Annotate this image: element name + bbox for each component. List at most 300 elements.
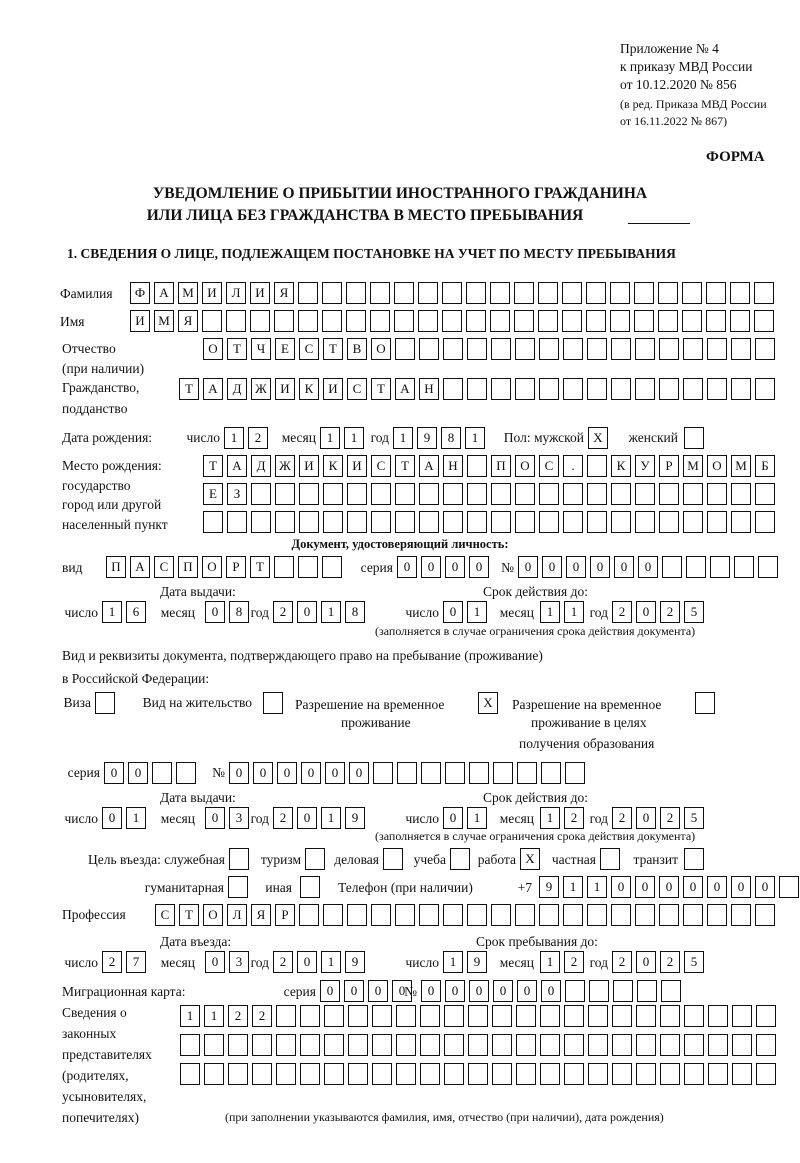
char-cell[interactable]: [635, 338, 655, 360]
char-cell[interactable]: [467, 338, 487, 360]
char-cell[interactable]: 7: [126, 951, 146, 973]
char-cell[interactable]: 1: [180, 1005, 200, 1027]
char-cell[interactable]: 1: [224, 427, 244, 449]
char-cell[interactable]: [372, 1005, 392, 1027]
char-cell[interactable]: 1: [563, 876, 583, 898]
char-cell[interactable]: 0: [517, 980, 537, 1002]
char-cell[interactable]: С: [539, 455, 559, 477]
char-cell[interactable]: И: [250, 282, 270, 304]
char-cell[interactable]: [180, 1063, 200, 1085]
char-cell[interactable]: А: [419, 455, 439, 477]
char-cell[interactable]: Т: [250, 556, 270, 578]
char-cell[interactable]: [755, 378, 775, 400]
char-cell[interactable]: [228, 1063, 248, 1085]
char-cell[interactable]: [658, 282, 678, 304]
char-cell[interactable]: [708, 1034, 728, 1056]
char-cell[interactable]: [347, 483, 367, 505]
char-cell[interactable]: [467, 378, 487, 400]
char-cell[interactable]: [442, 310, 462, 332]
char-cell[interactable]: [323, 904, 343, 926]
char-cell[interactable]: [562, 282, 582, 304]
char-cell[interactable]: 8: [441, 427, 461, 449]
char-cell[interactable]: [683, 511, 703, 533]
char-cell[interactable]: [586, 310, 606, 332]
char-cell[interactable]: 0: [104, 762, 124, 784]
char-cell[interactable]: 2: [612, 951, 632, 973]
char-cell[interactable]: [444, 1063, 464, 1085]
char-cell[interactable]: [370, 310, 390, 332]
char-cell[interactable]: [228, 876, 248, 898]
char-cell[interactable]: [565, 980, 585, 1002]
char-cell[interactable]: 1: [540, 601, 560, 623]
char-cell[interactable]: [634, 282, 654, 304]
char-cell[interactable]: С: [154, 556, 174, 578]
char-cell[interactable]: 0: [445, 556, 465, 578]
char-cell[interactable]: П: [106, 556, 126, 578]
char-cell[interactable]: А: [130, 556, 150, 578]
char-cell[interactable]: [300, 1005, 320, 1027]
char-cell[interactable]: [396, 1034, 416, 1056]
char-cell[interactable]: Я: [178, 310, 198, 332]
char-cell[interactable]: [263, 692, 283, 714]
char-cell[interactable]: А: [203, 378, 223, 400]
char-cell[interactable]: 9: [345, 807, 365, 829]
char-cell[interactable]: [563, 511, 583, 533]
char-cell[interactable]: [467, 904, 487, 926]
char-cell[interactable]: 2: [102, 951, 122, 973]
char-cell[interactable]: 1: [102, 601, 122, 623]
char-cell[interactable]: [684, 1034, 704, 1056]
char-cell[interactable]: [299, 483, 319, 505]
char-cell[interactable]: [420, 1034, 440, 1056]
char-cell[interactable]: [731, 378, 751, 400]
char-cell[interactable]: [539, 904, 559, 926]
char-cell[interactable]: Ж: [275, 455, 295, 477]
char-cell[interactable]: [635, 378, 655, 400]
char-cell[interactable]: [706, 282, 726, 304]
char-cell[interactable]: Т: [395, 455, 415, 477]
char-cell[interactable]: [468, 1005, 488, 1027]
char-cell[interactable]: [442, 282, 462, 304]
char-cell[interactable]: [516, 1005, 536, 1027]
char-cell[interactable]: [684, 1005, 704, 1027]
char-cell[interactable]: [564, 1005, 584, 1027]
char-cell[interactable]: X: [520, 848, 540, 870]
char-cell[interactable]: [491, 483, 511, 505]
char-cell[interactable]: 0: [277, 762, 297, 784]
char-cell[interactable]: 0: [325, 762, 345, 784]
char-cell[interactable]: [682, 282, 702, 304]
char-cell[interactable]: [420, 1005, 440, 1027]
char-cell[interactable]: 0: [659, 876, 679, 898]
char-cell[interactable]: 0: [297, 951, 317, 973]
char-cell[interactable]: [779, 876, 799, 898]
char-cell[interactable]: [516, 1034, 536, 1056]
char-cell[interactable]: [514, 310, 534, 332]
char-cell[interactable]: [492, 1063, 512, 1085]
char-cell[interactable]: 0: [518, 556, 538, 578]
char-cell[interactable]: [515, 511, 535, 533]
char-cell[interactable]: [660, 1034, 680, 1056]
char-cell[interactable]: [493, 762, 513, 784]
char-cell[interactable]: [707, 338, 727, 360]
char-cell[interactable]: 9: [345, 951, 365, 973]
char-cell[interactable]: [754, 310, 774, 332]
char-cell[interactable]: И: [347, 455, 367, 477]
char-cell[interactable]: [276, 1005, 296, 1027]
char-cell[interactable]: [324, 1063, 344, 1085]
char-cell[interactable]: [659, 511, 679, 533]
char-cell[interactable]: [731, 511, 751, 533]
char-cell[interactable]: [275, 483, 295, 505]
char-cell[interactable]: 0: [707, 876, 727, 898]
char-cell[interactable]: 0: [635, 876, 655, 898]
char-cell[interactable]: [299, 904, 319, 926]
char-cell[interactable]: [658, 310, 678, 332]
char-cell[interactable]: 0: [683, 876, 703, 898]
char-cell[interactable]: 1: [443, 951, 463, 973]
char-cell[interactable]: [372, 1063, 392, 1085]
char-cell[interactable]: [540, 1034, 560, 1056]
char-cell[interactable]: [298, 282, 318, 304]
char-cell[interactable]: [394, 310, 414, 332]
char-cell[interactable]: [152, 762, 172, 784]
char-cell[interactable]: 1: [321, 807, 341, 829]
char-cell[interactable]: 0: [301, 762, 321, 784]
char-cell[interactable]: [491, 904, 511, 926]
char-cell[interactable]: К: [299, 378, 319, 400]
char-cell[interactable]: 1: [587, 876, 607, 898]
char-cell[interactable]: [204, 1063, 224, 1085]
char-cell[interactable]: [684, 1063, 704, 1085]
char-cell[interactable]: Д: [251, 455, 271, 477]
char-cell[interactable]: [418, 282, 438, 304]
char-cell[interactable]: [372, 1034, 392, 1056]
char-cell[interactable]: [756, 1063, 776, 1085]
char-cell[interactable]: О: [371, 338, 391, 360]
char-cell[interactable]: [418, 310, 438, 332]
char-cell[interactable]: [251, 511, 271, 533]
char-cell[interactable]: 0: [297, 807, 317, 829]
char-cell[interactable]: [682, 310, 702, 332]
char-cell[interactable]: 2: [564, 951, 584, 973]
char-cell[interactable]: 2: [660, 601, 680, 623]
char-cell[interactable]: 1: [564, 601, 584, 623]
char-cell[interactable]: [491, 378, 511, 400]
char-cell[interactable]: [466, 282, 486, 304]
char-cell[interactable]: [322, 310, 342, 332]
char-cell[interactable]: О: [707, 455, 727, 477]
char-cell[interactable]: 0: [566, 556, 586, 578]
char-cell[interactable]: Л: [226, 282, 246, 304]
char-cell[interactable]: 9: [539, 876, 559, 898]
char-cell[interactable]: 2: [612, 807, 632, 829]
char-cell[interactable]: [322, 282, 342, 304]
char-cell[interactable]: [587, 483, 607, 505]
char-cell[interactable]: 8: [229, 601, 249, 623]
char-cell[interactable]: [661, 980, 681, 1002]
char-cell[interactable]: [637, 980, 657, 1002]
char-cell[interactable]: 5: [684, 951, 704, 973]
char-cell[interactable]: [468, 1063, 488, 1085]
char-cell[interactable]: [734, 556, 754, 578]
char-cell[interactable]: [538, 310, 558, 332]
char-cell[interactable]: [492, 1034, 512, 1056]
char-cell[interactable]: 0: [469, 556, 489, 578]
char-cell[interactable]: [298, 310, 318, 332]
char-cell[interactable]: [587, 378, 607, 400]
char-cell[interactable]: [564, 1034, 584, 1056]
char-cell[interactable]: О: [202, 556, 222, 578]
char-cell[interactable]: [419, 511, 439, 533]
char-cell[interactable]: 0: [297, 601, 317, 623]
char-cell[interactable]: [305, 848, 325, 870]
char-cell[interactable]: С: [155, 904, 175, 926]
char-cell[interactable]: [395, 338, 415, 360]
char-cell[interactable]: [707, 378, 727, 400]
char-cell[interactable]: [228, 1034, 248, 1056]
char-cell[interactable]: С: [347, 378, 367, 400]
char-cell[interactable]: [517, 762, 537, 784]
char-cell[interactable]: [587, 511, 607, 533]
char-cell[interactable]: [467, 511, 487, 533]
char-cell[interactable]: [274, 556, 294, 578]
char-cell[interactable]: 2: [252, 1005, 272, 1027]
char-cell[interactable]: [371, 511, 391, 533]
char-cell[interactable]: [421, 762, 441, 784]
char-cell[interactable]: [707, 511, 727, 533]
char-cell[interactable]: [468, 1034, 488, 1056]
char-cell[interactable]: 0: [320, 980, 340, 1002]
char-cell[interactable]: 0: [349, 762, 369, 784]
char-cell[interactable]: [515, 483, 535, 505]
char-cell[interactable]: [755, 511, 775, 533]
char-cell[interactable]: [276, 1034, 296, 1056]
char-cell[interactable]: [229, 848, 249, 870]
char-cell[interactable]: [695, 692, 715, 714]
char-cell[interactable]: 0: [445, 980, 465, 1002]
char-cell[interactable]: [346, 282, 366, 304]
char-cell[interactable]: [683, 338, 703, 360]
char-cell[interactable]: [732, 1005, 752, 1027]
char-cell[interactable]: 2: [612, 601, 632, 623]
char-cell[interactable]: [539, 511, 559, 533]
char-cell[interactable]: [587, 455, 607, 477]
char-cell[interactable]: [250, 310, 270, 332]
char-cell[interactable]: 8: [345, 601, 365, 623]
char-cell[interactable]: [707, 904, 727, 926]
char-cell[interactable]: [371, 904, 391, 926]
char-cell[interactable]: М: [178, 282, 198, 304]
char-cell[interactable]: [323, 511, 343, 533]
char-cell[interactable]: [373, 762, 393, 784]
char-cell[interactable]: 0: [469, 980, 489, 1002]
char-cell[interactable]: Ж: [251, 378, 271, 400]
char-cell[interactable]: [348, 1034, 368, 1056]
char-cell[interactable]: 2: [273, 601, 293, 623]
char-cell[interactable]: Д: [227, 378, 247, 400]
char-cell[interactable]: 2: [273, 951, 293, 973]
char-cell[interactable]: [758, 556, 778, 578]
char-cell[interactable]: З: [227, 483, 247, 505]
char-cell[interactable]: [684, 848, 704, 870]
char-cell[interactable]: 1: [393, 427, 413, 449]
char-cell[interactable]: Т: [179, 904, 199, 926]
char-cell[interactable]: [730, 282, 750, 304]
char-cell[interactable]: X: [588, 427, 608, 449]
char-cell[interactable]: Т: [179, 378, 199, 400]
char-cell[interactable]: [708, 1005, 728, 1027]
char-cell[interactable]: 2: [228, 1005, 248, 1027]
char-cell[interactable]: [659, 338, 679, 360]
char-cell[interactable]: [612, 1005, 632, 1027]
char-cell[interactable]: [419, 338, 439, 360]
char-cell[interactable]: Т: [323, 338, 343, 360]
char-cell[interactable]: Б: [755, 455, 775, 477]
char-cell[interactable]: [324, 1034, 344, 1056]
char-cell[interactable]: [419, 904, 439, 926]
char-cell[interactable]: В: [347, 338, 367, 360]
char-cell[interactable]: [612, 1034, 632, 1056]
char-cell[interactable]: [444, 1034, 464, 1056]
char-cell[interactable]: 0: [421, 556, 441, 578]
char-cell[interactable]: [395, 904, 415, 926]
char-cell[interactable]: [683, 378, 703, 400]
char-cell[interactable]: [324, 1005, 344, 1027]
char-cell[interactable]: И: [130, 310, 150, 332]
char-cell[interactable]: [467, 455, 487, 477]
char-cell[interactable]: [540, 1063, 560, 1085]
char-cell[interactable]: 1: [540, 951, 560, 973]
char-cell[interactable]: [610, 282, 630, 304]
char-cell[interactable]: И: [299, 455, 319, 477]
char-cell[interactable]: [588, 1063, 608, 1085]
char-cell[interactable]: [299, 511, 319, 533]
char-cell[interactable]: Я: [274, 282, 294, 304]
char-cell[interactable]: [611, 511, 631, 533]
char-cell[interactable]: [683, 483, 703, 505]
char-cell[interactable]: [490, 310, 510, 332]
char-cell[interactable]: 1: [467, 601, 487, 623]
char-cell[interactable]: У: [635, 455, 655, 477]
char-cell[interactable]: 0: [229, 762, 249, 784]
char-cell[interactable]: 2: [273, 807, 293, 829]
char-cell[interactable]: [660, 1005, 680, 1027]
char-cell[interactable]: 0: [392, 980, 412, 1002]
char-cell[interactable]: 1: [467, 807, 487, 829]
char-cell[interactable]: 2: [660, 807, 680, 829]
char-cell[interactable]: [443, 483, 463, 505]
char-cell[interactable]: X: [478, 692, 498, 714]
char-cell[interactable]: [492, 1005, 512, 1027]
char-cell[interactable]: И: [202, 282, 222, 304]
char-cell[interactable]: [589, 980, 609, 1002]
char-cell[interactable]: 0: [541, 980, 561, 1002]
char-cell[interactable]: 1: [344, 427, 364, 449]
char-cell[interactable]: [541, 762, 561, 784]
char-cell[interactable]: [252, 1034, 272, 1056]
char-cell[interactable]: 3: [229, 807, 249, 829]
char-cell[interactable]: [300, 1063, 320, 1085]
char-cell[interactable]: [514, 282, 534, 304]
char-cell[interactable]: [443, 338, 463, 360]
char-cell[interactable]: [95, 692, 115, 714]
char-cell[interactable]: М: [154, 310, 174, 332]
char-cell[interactable]: [587, 338, 607, 360]
char-cell[interactable]: [563, 338, 583, 360]
char-cell[interactable]: П: [491, 455, 511, 477]
char-cell[interactable]: Л: [227, 904, 247, 926]
char-cell[interactable]: 0: [443, 807, 463, 829]
char-cell[interactable]: [611, 378, 631, 400]
char-cell[interactable]: [731, 483, 751, 505]
char-cell[interactable]: [323, 483, 343, 505]
char-cell[interactable]: [445, 762, 465, 784]
char-cell[interactable]: [466, 310, 486, 332]
char-cell[interactable]: Н: [419, 378, 439, 400]
char-cell[interactable]: [635, 483, 655, 505]
char-cell[interactable]: 2: [564, 807, 584, 829]
char-cell[interactable]: 0: [611, 876, 631, 898]
char-cell[interactable]: 0: [397, 556, 417, 578]
char-cell[interactable]: [394, 282, 414, 304]
char-cell[interactable]: А: [227, 455, 247, 477]
char-cell[interactable]: [274, 310, 294, 332]
char-cell[interactable]: М: [731, 455, 751, 477]
char-cell[interactable]: 0: [253, 762, 273, 784]
char-cell[interactable]: [684, 427, 704, 449]
char-cell[interactable]: [686, 556, 706, 578]
char-cell[interactable]: [397, 762, 417, 784]
char-cell[interactable]: 3: [229, 951, 249, 973]
char-cell[interactable]: [563, 378, 583, 400]
char-cell[interactable]: [731, 904, 751, 926]
char-cell[interactable]: 1: [321, 951, 341, 973]
char-cell[interactable]: [490, 282, 510, 304]
char-cell[interactable]: О: [203, 904, 223, 926]
char-cell[interactable]: [710, 556, 730, 578]
char-cell[interactable]: 9: [467, 951, 487, 973]
char-cell[interactable]: [450, 848, 470, 870]
char-cell[interactable]: [396, 1005, 416, 1027]
char-cell[interactable]: [587, 904, 607, 926]
char-cell[interactable]: А: [395, 378, 415, 400]
char-cell[interactable]: [588, 1034, 608, 1056]
char-cell[interactable]: [300, 1034, 320, 1056]
char-cell[interactable]: [443, 904, 463, 926]
char-cell[interactable]: 1: [540, 807, 560, 829]
char-cell[interactable]: 0: [614, 556, 634, 578]
char-cell[interactable]: [732, 1034, 752, 1056]
char-cell[interactable]: О: [203, 338, 223, 360]
char-cell[interactable]: 0: [368, 980, 388, 1002]
char-cell[interactable]: [539, 378, 559, 400]
char-cell[interactable]: Т: [371, 378, 391, 400]
char-cell[interactable]: Е: [275, 338, 295, 360]
char-cell[interactable]: [755, 904, 775, 926]
char-cell[interactable]: [683, 904, 703, 926]
char-cell[interactable]: [563, 904, 583, 926]
char-cell[interactable]: [538, 282, 558, 304]
char-cell[interactable]: 1: [320, 427, 340, 449]
char-cell[interactable]: [611, 338, 631, 360]
char-cell[interactable]: [613, 980, 633, 1002]
char-cell[interactable]: 1: [126, 807, 146, 829]
char-cell[interactable]: 0: [205, 807, 225, 829]
char-cell[interactable]: [491, 511, 511, 533]
char-cell[interactable]: 0: [731, 876, 751, 898]
char-cell[interactable]: 9: [417, 427, 437, 449]
